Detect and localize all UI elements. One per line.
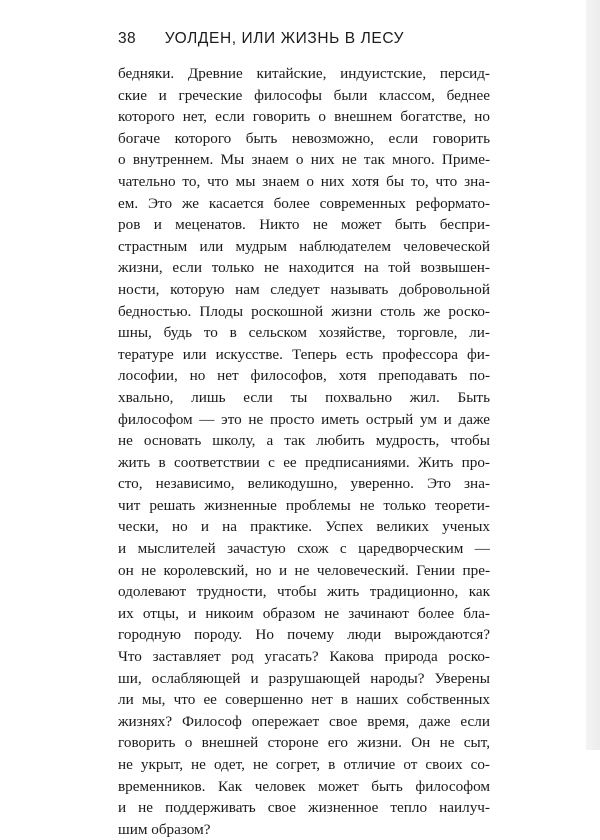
text-line: жизни, если только не находится на той возвышен- <box>118 259 490 277</box>
text-line: о внутреннем. Мы знаем о них не так много. Приме- <box>118 151 490 169</box>
text-line: ем. Это же касается более современных реформато- <box>118 194 490 212</box>
page-edge <box>586 0 600 750</box>
text-line: богаче которого быть невозможно, если говорить <box>118 129 490 147</box>
text-line: и мыслителей зачастую схож с царедворческим — <box>118 540 490 558</box>
page-number: 38 <box>118 30 137 47</box>
text-line: философом — это не просто иметь острый ум и даже <box>118 410 490 428</box>
text-line: сто, независимо, великодушно, уверенно. Это зна- <box>118 475 490 493</box>
running-head <box>118 30 498 52</box>
text-line: говорить о внешней стороне его жизни. Он не сыт, <box>118 734 490 752</box>
text-line: жить в соответствии с ее предписаниями. Жить про- <box>118 453 490 471</box>
text-line: ности, которую нам следует называть добровольной <box>118 280 490 298</box>
text-line: ров и меценатов. Никто не может быть беспри- <box>118 216 490 234</box>
text-line: временников. Как человек может быть философом <box>118 777 490 795</box>
text-line: он не королевский, но и не человеческий. Гении пре- <box>118 561 490 579</box>
text-line: лософии, но нет философов, хотя преподавать по- <box>118 367 490 385</box>
text-line: чательно то, что мы знаем о них хотя бы то, что зна- <box>118 172 490 190</box>
text-line: ли мы, что ее совершенно нет в наших собственных <box>118 691 490 709</box>
text-line: шим образом? <box>118 820 211 838</box>
text-line: шны, будь то в сельском хозяйстве, торговле, ли- <box>118 324 490 342</box>
text-line: и не поддерживать свое жизненное тепло наилуч- <box>118 799 490 817</box>
text-line: ши, ослабляющей и разрушающей народы? Уверены <box>118 669 490 687</box>
text-line: бедняки. Древние китайские, индуистские, персид- <box>118 65 490 82</box>
text-line: страстным или мудрым наблюдателем человеческой <box>118 237 490 255</box>
text-line: ские и греческие философы были классом, беднее <box>118 86 490 104</box>
running-title: УОЛДЕН, ИЛИ ЖИЗНЬ В ЛЕСУ <box>164 30 405 47</box>
text-line: бедностью. Плоды роскошной жизни столь же роско- <box>118 302 490 320</box>
text-line: Что заставляет род угасать? Какова природа роско- <box>118 648 490 666</box>
body-text <box>118 63 490 840</box>
text-line: не укрыт, не одет, не согрет, в отличие от своих со- <box>118 756 490 773</box>
text-line: их отцы, и никоим образом не зачинают более бла- <box>118 604 490 622</box>
text-line: городную породу. Но почему люди вырождаются? <box>118 626 490 644</box>
text-line: жизнях? Философ опережает свое время, даже если <box>118 712 490 730</box>
text-line: не основать школу, а так любить мудрость, чтобы <box>118 432 490 450</box>
text-line: чески, но и на практике. Успех великих ученых <box>118 518 490 536</box>
text-line: одолевают трудности, чтобы жить традиционно, как <box>118 583 490 601</box>
text-line: тературе или искусстве. Теперь есть профессора фи- <box>118 345 490 363</box>
text-line: которого нет, если говорить о внешнем богатстве, но <box>118 108 490 126</box>
text-line: хвально, лишь если ты похвально жил. Быть <box>118 388 490 406</box>
text-line: чит решать жизненные проблемы не только теорети- <box>118 496 490 514</box>
